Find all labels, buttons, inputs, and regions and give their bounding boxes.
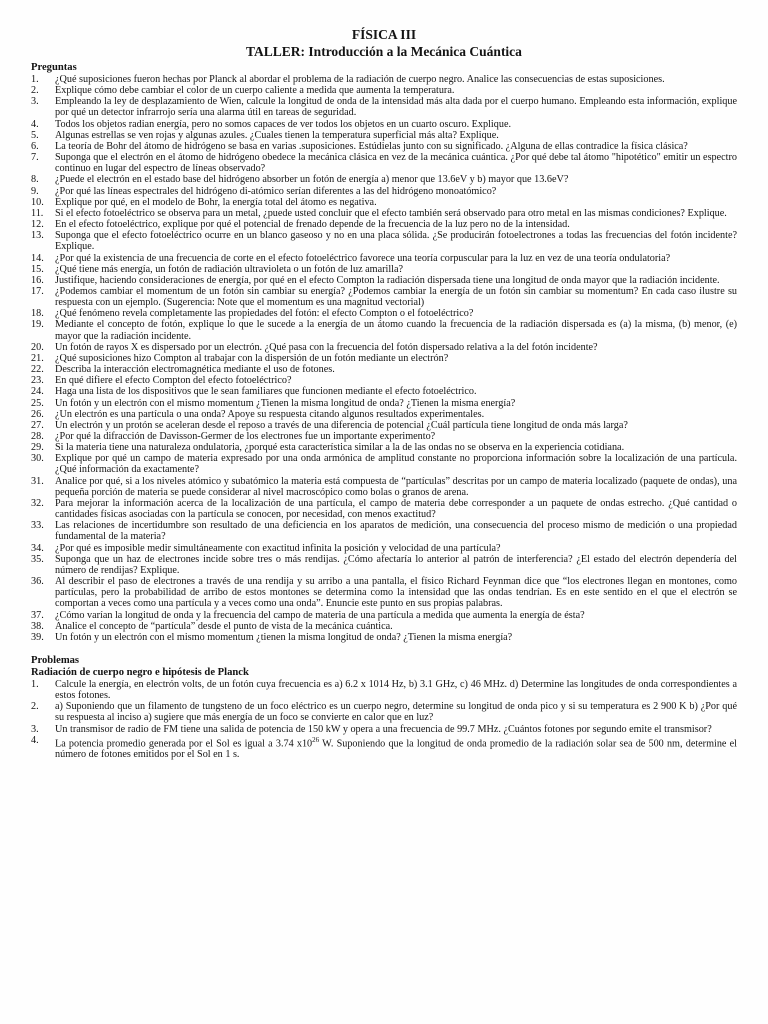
item-text: Un electrón y un protón se aceleran desde el reposo a través de una diferencia de potencial ¿Cuál partícula tiene longitud de onda más larga?	[55, 419, 628, 431]
item-number: 32.	[31, 497, 44, 509]
item-text: ¿Por qué las líneas espectrales del hidrógeno di-atómico serían diferentes a las del hidrógeno monoatómico?	[55, 185, 497, 197]
item-number: 20.	[31, 341, 44, 353]
preguntas-heading: Preguntas	[31, 62, 77, 73]
pregunta-item	[31, 219, 737, 230]
preguntas-list	[31, 74, 737, 643]
item-number: 2.	[31, 701, 39, 713]
item-number: 3.	[31, 96, 39, 108]
item-text: ¿Qué fenómeno revela completamente las propiedades del fotón: el efecto Compton o el fotoeléctrico?	[55, 308, 474, 320]
item-text: Las relaciones de incertidumbre son resultado de una deficiencia en los aparatos de medición, una consecuencia del proceso mismo de medición o una propiedad fundamental de la materia?	[55, 520, 737, 543]
item-number: 15.	[31, 263, 44, 275]
item-number: 18.	[31, 308, 44, 320]
item-number: 28.	[31, 431, 44, 442]
item-text: ¿Puede el electrón en el estado base del hidrógeno absorber un fotón de energía a) menor que 13.6eV y b) mayor que 13.6eV?	[55, 174, 569, 186]
item-text: ¿Qué tiene más energía, un fotón de radiación ultravioleta o un fotón de luz amarilla?	[55, 263, 404, 275]
problema-item	[31, 724, 737, 735]
pregunta-item	[31, 498, 737, 520]
item-text: La teoría de Bohr del átomo de hidrógeno se basa en varias .suposiciones. Estúdielas junto con su significado. ¿Alguna de ellas contradice la física clásica?	[55, 140, 688, 152]
item-text: ¿Qué suposiciones fueron hechas por Planck al abordar el problema de la radiación de cuerpo negro. Analice las consecuencias de estas suposiciones.	[55, 74, 665, 85]
item-number: 1.	[31, 74, 39, 85]
pregunta-item	[31, 431, 737, 442]
item-text: Al describir el paso de electrones a través de una rendija y su arribo a una pantalla, el físico Richard Feynman dice que “los electrones llegan en montones, como partículas, pero la probabilidad de arribo de estos montones se determina como la intensidad que las ondas tendrían. Es en este sentido en el que el electrón se comportan a veces como una partícula y a veces como una onda”. Enuncie este punto en sus propias palabras.	[55, 576, 737, 610]
problema-item	[31, 735, 737, 761]
pregunta-item	[31, 152, 737, 174]
pregunta-item	[31, 364, 737, 375]
item-number: 34.	[31, 542, 44, 554]
item-text: Analice por qué, si a los niveles atómico y subatómico la materia está compuesta de “partículas” descritas por un campo de materia localizado (paquete de ondas), una pequeña porción de materia se puede considerar al nivel macroscópico como bolas o granos de arena.	[55, 475, 737, 498]
pregunta-item	[31, 85, 737, 96]
item-text: ¿Podemos cambiar el momentum de un fotón sin cambiar su energía? ¿Podemos cambiar la energía de un fotón sin cambiar su momentum? En cada caso ilustre su respuesta con un ejemplo. (Sugerencia: Note que el momentum es una magnitud vectorial)	[55, 285, 737, 309]
pregunta-item	[31, 253, 737, 264]
item-text: ¿Por qué es imposible medir simultáneamente con exactitud infinita la posición y velocidad de una partícula?	[55, 542, 501, 554]
item-text-after: W. Suponiendo que la longitud de onda promedio de la radiación solar sea de 500 nm, determine el número de fotones emitidos por el Sol en 1 s.	[55, 738, 737, 761]
pregunta-item	[31, 442, 737, 453]
item-text: En el efecto fotoeléctrico, explique por qué el potencial de frenado depende de la frecuencia de la luz pero no de la intensidad.	[55, 219, 570, 231]
pregunta-item	[31, 554, 737, 576]
item-text	[55, 735, 737, 761]
pregunta-item	[31, 520, 737, 542]
item-number: 29.	[31, 442, 44, 454]
item-text: Analice el concepto de “partícula” desde el punto de vista de la mecánica cuántica.	[55, 620, 393, 632]
pregunta-item	[31, 130, 737, 141]
item-text: Todos los objetos radian energía, pero no somos capaces de ver todos los objetos en un cuarto oscuro. Explique.	[55, 118, 512, 130]
item-number: 4.	[31, 118, 39, 130]
pregunta-item	[31, 543, 737, 554]
pregunta-item	[31, 197, 737, 208]
pregunta-item	[31, 275, 737, 286]
item-number: 16.	[31, 274, 44, 286]
pregunta-item	[31, 576, 737, 609]
pregunta-item	[31, 319, 737, 341]
pregunta-item	[31, 286, 737, 308]
pregunta-item	[31, 375, 737, 386]
item-number: 36.	[31, 576, 44, 588]
item-text: Un fotón de rayos X es dispersado por un electrón. ¿Qué pasa con la frecuencia del fotón dispersado relativa a la del fotón incidente?	[55, 341, 598, 353]
item-text: Un transmisor de radio de FM tiene una salida de potencia de 150 kW y opera a una frecuencia de 99.7 MHz. ¿Cuántos fotones por segundo emite el transmisor?	[55, 723, 712, 735]
exponent: 26	[312, 735, 320, 744]
item-text-before: La potencia promedio generada por el Sol es igual a 3.74 x10	[55, 738, 313, 750]
pregunta-item	[31, 74, 737, 85]
item-text: Empleando la ley de desplazamiento de Wien, calcule la longitud de onda de la intensidad más alta dada por el cuerpo humano. Empleando esta información, explique por qué un detector infrarrojo sería una alarma útil en tareas de seguridad.	[55, 96, 737, 119]
item-number: 7.	[31, 152, 39, 164]
pregunta-item	[31, 308, 737, 319]
pregunta-item	[31, 230, 737, 252]
item-number: 25.	[31, 397, 44, 409]
item-text: Explique cómo debe cambiar el color de un cuerpo caliente a medida que aumenta la temperatura.	[55, 85, 455, 97]
item-number: 26.	[31, 408, 44, 420]
item-text: ¿Qué suposiciones hizo Compton al trabajar con la dispersión de un fotón mediante un electrón?	[55, 352, 449, 364]
item-number: 9.	[31, 185, 39, 197]
document-title: FÍSICA III	[351, 27, 417, 42]
item-number: 14.	[31, 252, 44, 264]
item-text: Haga una lista de los dispositivos que le sean familiares que funcionen mediante el efecto fotoeléctrico.	[55, 386, 477, 398]
item-text: ¿Por qué la existencia de una frecuencia de corte en el efecto fotoeléctrico favorece una teoría corpuscular para la luz en vez de una teoría ondulatoria?	[55, 252, 671, 264]
item-text: Suponga que un haz de electrones incide sobre tres o más rendijas. ¿Cómo afectaría lo anterior al patrón de interferencia? ¿El estado del electrón dependería del número de rendijas? Explique.	[55, 553, 737, 576]
item-text: Suponga que el efecto fotoeléctrico ocurre en un blanco gaseoso y no en una placa sólida. ¿Se producirán fotoelectrones a todas las frecuencias del fotón incidente? Explique.	[55, 230, 737, 253]
problemas-list	[31, 679, 737, 760]
item-text: Un fotón y un electrón con el mismo momentum ¿Tienen la misma longitud de onda? ¿Tienen la misma energía?	[55, 397, 516, 409]
item-text: Justifique, haciendo consideraciones de energía, por qué en el efecto Compton la radiación dispersada tiene una longitud de onda mayor que la radiación incidente.	[55, 274, 720, 286]
pregunta-item	[31, 409, 737, 420]
item-number: 23.	[31, 375, 44, 387]
item-number: 17.	[31, 285, 44, 297]
item-text: Explique por qué un campo de materia expresado por una onda armónica de amplitud constante no proporciona información sobre la localización de una partícula. ¿Qué información da exactamente?	[55, 453, 737, 476]
problemas-heading: Problemas	[31, 654, 80, 666]
pregunta-item	[31, 141, 737, 152]
item-number: 19.	[31, 319, 44, 331]
item-number: 35.	[31, 553, 44, 565]
pregunta-item	[31, 632, 737, 643]
pregunta-item	[31, 476, 737, 498]
item-text: Explique por qué, en el modelo de Bohr, la energía total del átomo es negativa.	[55, 196, 377, 208]
item-number: 13.	[31, 230, 44, 242]
item-text: Calcule la energía, en electrón volts, de un fotón cuya frecuencia es a) 6.2 x 1014 Hz, b) 3.1 GHz, c) 46 MHz. d) Determine las longitudes de onda correspondientes a estos fotones.	[55, 678, 737, 702]
item-number: 22.	[31, 364, 44, 376]
item-text: Describa la interacción electromagnética mediante el uso de fotones.	[55, 364, 335, 376]
item-number: 21.	[31, 352, 44, 364]
pregunta-item	[31, 453, 737, 475]
item-number: 37.	[31, 609, 44, 621]
document-subtitle: TALLER: Introducción a la Mecánica Cuántica	[246, 44, 522, 59]
problema-item	[31, 679, 737, 701]
pregunta-item	[31, 119, 737, 130]
pregunta-item	[31, 386, 737, 397]
item-text: a) Suponiendo que un filamento de tungsteno de un foco eléctrico es un cuerpo negro, determine su longitud de onda pico y si su temperatura es 2 900 K b) ¿Por qué su respuesta al inciso a) sugiere que más energía de un foco se convierte en calor que en luz?	[55, 701, 737, 724]
item-number: 11.	[31, 207, 44, 219]
item-number: 10.	[31, 196, 44, 208]
item-number: 3.	[31, 723, 39, 735]
pregunta-item	[31, 621, 737, 632]
pregunta-item	[31, 610, 737, 621]
item-text: ¿Un electrón es una partícula o una onda? Apoye su respuesta citando algunos resultados experimentales.	[55, 408, 485, 420]
pregunta-item	[31, 353, 737, 364]
item-text: Algunas estrellas se ven rojas y algunas azules. ¿Cuales tienen la temperatura superficial más alta? Explique.	[55, 129, 499, 141]
item-number: 8.	[31, 174, 39, 186]
pregunta-item	[31, 96, 737, 118]
item-text: Para mejorar la información acerca de la localización de una partícula, el campo de materia debe corresponder a un paquete de ondas estrecho. ¿Qué cantidad o cantidades físicas asociadas con la partícula se conocen, por necesidad, con menos exactitud?	[55, 497, 737, 521]
problemas-subheading: Radiación de cuerpo negro e hipótesis de Planck	[31, 666, 249, 678]
pregunta-item	[31, 420, 737, 431]
item-text: ¿Por qué la difracción de Davisson-Germer de los electrones fue un importante experimento?	[55, 431, 436, 442]
pregunta-item	[31, 342, 737, 353]
item-number: 1.	[31, 678, 39, 690]
pregunta-item	[31, 208, 737, 219]
item-text: Si el efecto fotoeléctrico se observa para un metal, ¿puede usted concluir que el efecto también será observado para otro metal en las mismas condiciones? Explique.	[55, 207, 727, 219]
item-number: 31.	[31, 475, 44, 487]
item-number: 6.	[31, 140, 39, 152]
item-number: 2.	[31, 85, 39, 97]
item-text: Un fotón y un electrón con el mismo momentum ¿tienen la misma longitud de onda? ¿Tienen la misma energía?	[55, 631, 513, 643]
problema-item	[31, 701, 737, 723]
item-text: Mediante el concepto de fotón, explique lo que le sucede a la energía de un átomo cuando la frecuencia de la radiación dispersada es (a) la misma, (b) menor, (e) mayor que la radiación incidente.	[55, 319, 737, 342]
item-number: 4.	[31, 734, 39, 746]
item-text: En qué difiere el efecto Compton del efecto fotoeléctrico?	[55, 375, 292, 387]
item-number: 33.	[31, 520, 44, 532]
item-number: 39.	[31, 631, 44, 643]
item-number: 38.	[31, 620, 44, 632]
pregunta-item	[31, 186, 737, 197]
item-number: 27.	[31, 419, 44, 431]
item-number: 5.	[31, 129, 39, 141]
pregunta-item	[31, 398, 737, 409]
item-text: Suponga que el electrón en el átomo de hidrógeno obedece la mecánica clásica en vez de la mecánica cuántica. ¿Por qué debe tal átomo "hipotético" emitir un espectro continuo en lugar del espectro de líneas observado?	[55, 152, 737, 175]
item-number: 12.	[31, 219, 44, 231]
pregunta-item	[31, 264, 737, 275]
item-number: 30.	[31, 453, 44, 465]
item-number: 24.	[31, 386, 44, 398]
item-text: ¿Cómo varían la longitud de onda y la frecuencia del campo de materia de una partícula a medida que aumenta la energía de ésta?	[55, 609, 585, 621]
pregunta-item	[31, 174, 737, 185]
item-text: Si la materia tiene una naturaleza ondulatoria, ¿porqué esta característica similar a la de las ondas no se observa en la experiencia cotidiana.	[55, 442, 625, 454]
